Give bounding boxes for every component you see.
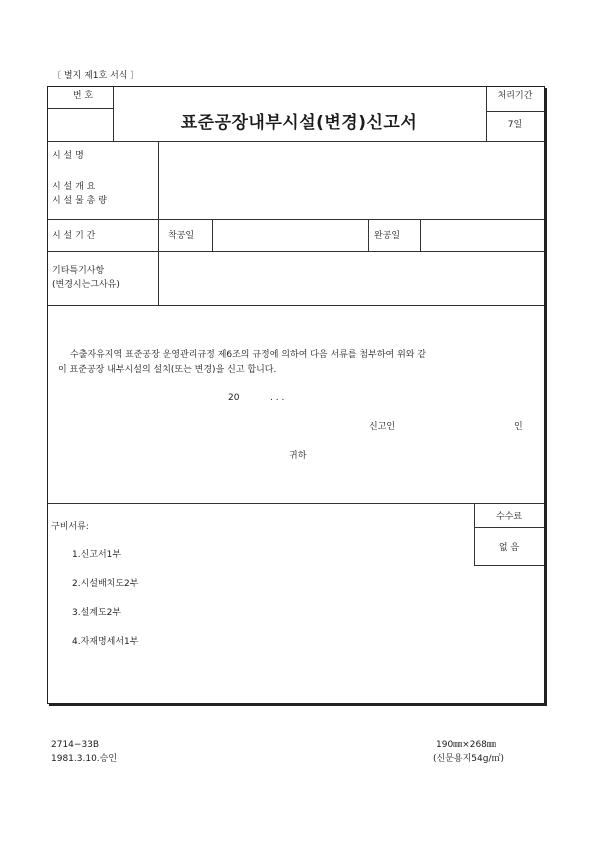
other-notes-field[interactable] [158, 251, 544, 303]
recipient-label: 귀하 [289, 451, 307, 461]
paper-type: (신문용지54g/㎡) [433, 754, 504, 764]
reporter-label: 신고인 [369, 422, 396, 432]
statement-line-1: 수출자유지역 표준공장 운영관리규정 제6조의 규정에 의하여 다음 서류를 첨부하여 위와 같 [70, 350, 427, 360]
row-divider [48, 305, 544, 306]
date-separators: . . . [270, 393, 285, 403]
number-label: 번 호 [72, 91, 94, 101]
cell-divider [474, 527, 544, 528]
row-divider [48, 503, 544, 504]
start-date-field[interactable] [212, 219, 366, 249]
cell-divider [486, 111, 544, 112]
facility-name-field[interactable] [158, 141, 544, 169]
fee-label: 수수료 [495, 512, 523, 522]
statement-line-2: 이 표준공장 내부시설의 설치(또는 변경)을 신고 합니다. [58, 365, 277, 375]
form-label: 〔 별지 제1호 서식 〕 [52, 71, 140, 81]
end-date-field[interactable] [420, 219, 544, 249]
col-divider [368, 219, 369, 251]
end-date-label: 완공일 [374, 231, 401, 241]
processing-period-value: 7일 [507, 120, 523, 130]
attachment-item: 1.신고서1부 [72, 550, 122, 560]
change-reason-label: (변경시는그사유) [52, 280, 120, 290]
cell-divider [474, 565, 544, 566]
other-notes-label: 기타특기사항 [52, 266, 105, 276]
attachment-item: 2.시설배치도2부 [72, 579, 139, 589]
form-title: 표준공장내부시설(변경)신고서 [180, 113, 418, 133]
paper-size: 190㎜×268㎜ [436, 740, 496, 750]
attachments-heading: 구비서류: [51, 522, 89, 532]
date-year: 20 [228, 393, 240, 403]
facility-volume-label: 시 설 물 총 량 [52, 196, 107, 206]
facility-overview-field[interactable] [158, 170, 544, 218]
form-code: 2714−33B [51, 740, 100, 750]
attachment-item: 3.설계도2부 [72, 608, 122, 618]
attachment-item: 4.자재명세서1부 [72, 637, 139, 647]
cell-divider [48, 108, 113, 109]
facility-period-label: 시 설 기 간 [52, 231, 96, 241]
processing-period-label: 처리기간 [497, 91, 533, 101]
approval-date: 1981.3.10.승인 [51, 754, 118, 764]
start-date-label: 착공일 [168, 231, 195, 241]
fee-value: 없 음 [498, 543, 520, 553]
facility-name-label: 시 설 명 [52, 151, 84, 161]
seal-label: 인 [514, 422, 523, 432]
facility-overview-label: 시 설 개 요 [52, 182, 96, 192]
